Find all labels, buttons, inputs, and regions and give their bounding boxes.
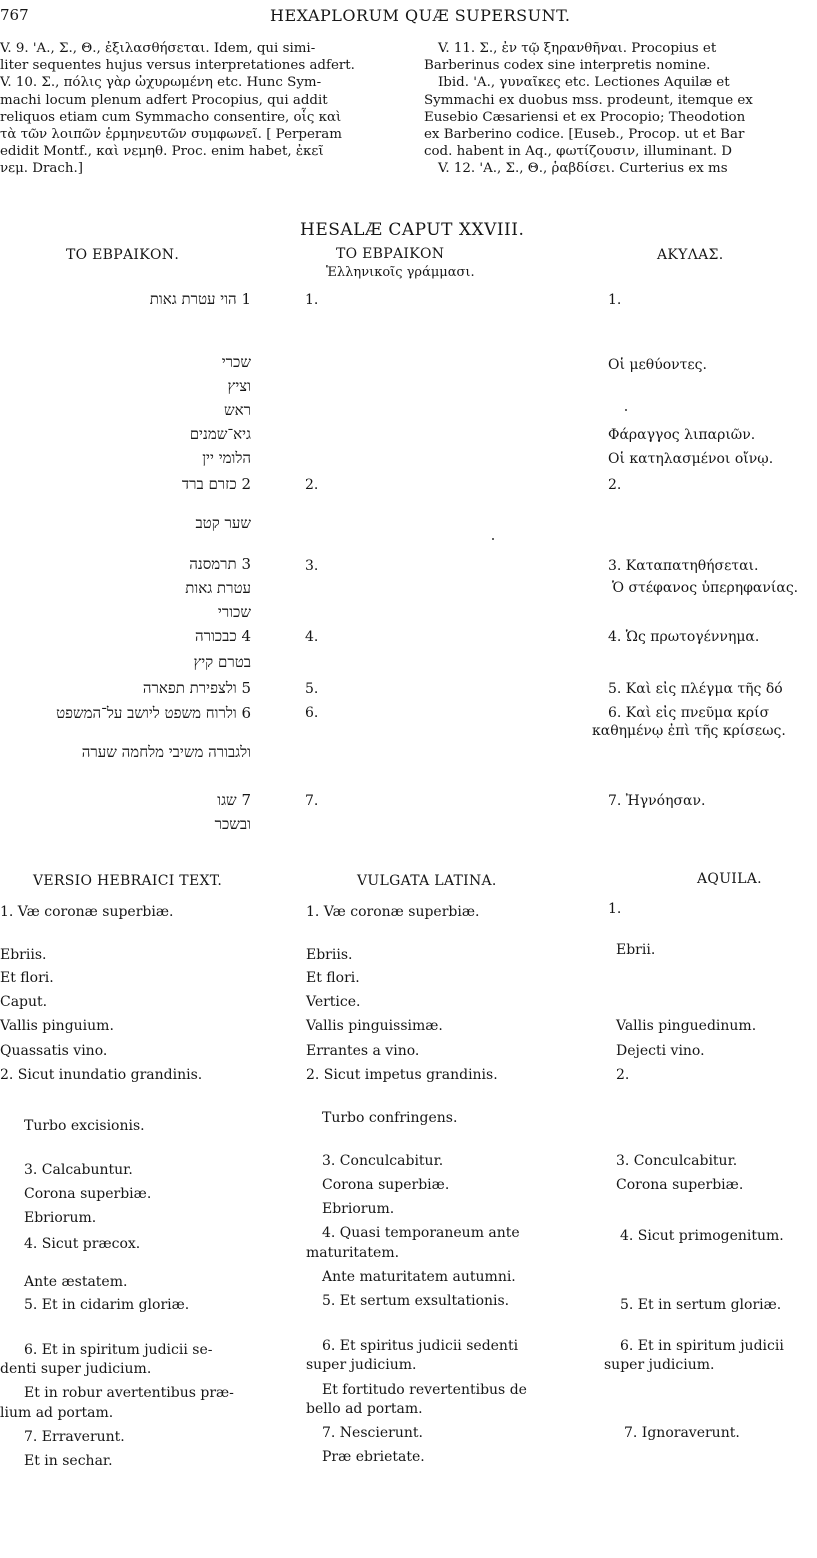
aquila-greek-line: 5. Καὶ εἰς πλέγμα τῆς δό	[608, 681, 783, 697]
aquila-greek-line: καθημένῳ ἐπὶ τῆς κρίσεως.	[592, 723, 786, 739]
vulgata-line: Et fortitudo revertentibus de	[322, 1382, 527, 1398]
translit-number: 5.	[305, 681, 319, 697]
translit-number: 4.	[305, 629, 319, 645]
header-vulgata: VULGATA LATINA.	[357, 873, 497, 889]
hebrew-line: ולגבורה משיבי מלחמה שערה	[81, 743, 251, 761]
versio-line: Vallis pinguium.	[0, 1018, 114, 1034]
hebrew-line: בטרם קיץ	[193, 653, 251, 671]
aquila-greek-line: 1.	[608, 292, 622, 308]
aquila-greek-line: 6. Καὶ εἰς πνεῦμα κρίσ	[608, 705, 770, 721]
hebrew-line: 6 ולרוח משפט ליושב על־המשפט	[56, 704, 251, 722]
versio-line: Et in robur avertentibus præ-	[24, 1385, 234, 1401]
aquila-latin-line: 4. Sicut primogenitum.	[620, 1228, 784, 1244]
hebrew-line: שכורי	[217, 603, 251, 621]
hebrew-line: 1 הוי עטרת גאות	[149, 290, 251, 308]
hebrew-line: 2 כזרם ברד	[181, 475, 251, 493]
vulgata-line: 1. Væ coronæ superbiæ.	[306, 904, 480, 920]
note-line: cod. habent in Aq., φωτίζουσιν, illuminant. D	[424, 144, 732, 160]
notes-right-column	[424, 40, 817, 178]
note-line: V. 10. Σ., πόλις γὰρ ὠχυρωμένη etc. Hunc Sym-	[0, 75, 322, 91]
translit-number: 1.	[305, 292, 319, 308]
aquila-latin-line: 7. Ignoraverunt.	[624, 1425, 740, 1441]
versio-line: Ebriis.	[0, 947, 47, 963]
versio-line: lium ad portam.	[0, 1405, 114, 1421]
versio-line: Turbo excisionis.	[24, 1118, 145, 1134]
versio-line: 7. Erraverunt.	[24, 1429, 125, 1445]
hebrew-line: שער קטב	[195, 514, 251, 532]
translit-number: 6.	[305, 705, 319, 721]
running-title: HEXAPLORUM QUÆ SUPERSUNT.	[270, 6, 571, 25]
aquila-latin-line: 6. Et in spiritum judicii	[620, 1338, 784, 1354]
hebrew-line: הלומי יין	[202, 449, 251, 467]
note-line: Eusebio Cæsariensi et ex Procopio; Theodotion	[424, 109, 746, 125]
vulgata-line: bello ad portam.	[306, 1401, 423, 1417]
hebrew-line: שכרי	[221, 353, 251, 371]
note-line: V. 11. Σ., ἐν τῷ ξηρανθῆναι. Procopius et	[438, 41, 717, 56]
vulgata-line: Turbo confringens.	[322, 1110, 458, 1126]
aquila-latin-line: Corona superbiæ.	[616, 1177, 744, 1193]
translit-number: 7.	[305, 793, 319, 809]
versio-line: Corona superbiæ.	[24, 1186, 152, 1202]
note-line: ex Barberino codice. [Euseb., Procop. ut et Bar	[424, 127, 745, 143]
aquila-greek-line: 3. Καταπατηθήσεται.	[608, 558, 759, 574]
header-translit-sub: Ἑλληνικοῖς γράμμασι.	[326, 265, 475, 280]
aquila-latin-line: 2.	[616, 1067, 630, 1083]
translit-number: 2.	[305, 477, 319, 493]
versio-line: 3. Calcabuntur.	[24, 1162, 133, 1178]
vulgata-line: Et flori.	[306, 970, 360, 986]
aquila-latin-line: 5. Et in sertum gloriæ.	[620, 1297, 782, 1313]
vulgata-line: Præ ebrietate.	[322, 1449, 425, 1465]
aquila-greek-line: 7. Ἠγνόησαν.	[608, 793, 706, 809]
vulgata-line: 3. Conculcabitur.	[322, 1153, 444, 1169]
aquila-latin-line: super judicium.	[604, 1357, 715, 1373]
note-line: Symmachi ex duobus mss. prodeunt, itemque ex	[424, 92, 753, 108]
vulgata-line: 7. Nescierunt.	[322, 1425, 423, 1441]
vulgata-line: Ebriis.	[306, 947, 353, 963]
versio-line: Caput.	[0, 994, 48, 1010]
versio-line: 5. Et in cidarim gloriæ.	[24, 1297, 190, 1313]
versio-line: 2. Sicut inundatio grandinis.	[0, 1067, 203, 1083]
hebrew-line: ראש	[224, 401, 251, 419]
page-number: 767	[0, 6, 29, 24]
note-line: Barberinus codex sine interpretis nomine.	[424, 58, 711, 74]
aquila-latin-line: 1.	[608, 901, 622, 917]
versio-line: 1. Væ coronæ superbiæ.	[0, 904, 174, 920]
aquila-latin-line: Ebrii.	[616, 942, 656, 958]
aquila-greek-line: Οἱ μεθύοντες.	[608, 357, 707, 373]
vulgata-line: Ebriorum.	[322, 1201, 395, 1217]
versio-line: denti super judicium.	[0, 1361, 152, 1377]
vulgata-line: super judicium.	[306, 1357, 417, 1373]
aquila-greek-line: Ὁ στέφανος ὑπερηφανίας.	[612, 580, 799, 596]
hebrew-line: ובשכר	[214, 815, 251, 833]
versio-line: 6. Et in spiritum judicii se-	[24, 1342, 213, 1358]
aquila-greek-line: Οἱ κατηλασμένοι οἴνῳ.	[608, 451, 774, 467]
vulgata-line: 5. Et sertum exsultationis.	[322, 1293, 510, 1309]
note-line: machi locum plenum adfert Procopius, qui addit	[0, 92, 328, 108]
vulgata-line: maturitatem.	[306, 1245, 400, 1261]
aquila-greek-line: 2.	[608, 477, 622, 493]
vulgata-line: Corona superbiæ.	[322, 1177, 450, 1193]
note-line: νεμ. Drach.]	[0, 161, 84, 177]
note-line: edidit Montf., καὶ νεμηθ. Proc. enim habet, ἐκεῖ	[0, 144, 324, 160]
note-line: Ibid. 'Α., γυναῖκες etc. Lectiones Aquilæ et	[438, 75, 730, 91]
vulgata-line: Vallis pinguissimæ.	[306, 1018, 443, 1034]
vulgata-line: Ante maturitatem autumni.	[322, 1269, 516, 1285]
aquila-latin-line: Dejecti vino.	[616, 1043, 705, 1059]
versio-line: Ante æstatem.	[24, 1274, 128, 1290]
note-line: V. 12. 'Α., Σ., Θ., ῥαβδίσει. Curterius ex ms	[438, 161, 728, 177]
chapter-title: HESALÆ CAPUT XXVIII.	[300, 220, 525, 240]
aquila-latin-line: Vallis pinguedinum.	[616, 1018, 757, 1034]
hebrew-line: 5 ולצפירת תפארה	[142, 679, 251, 697]
header-aquila-greek: ΑΚΥΛΑΣ.	[657, 247, 724, 263]
vulgata-line: Errantes a vino.	[306, 1043, 420, 1059]
note-line: reliquos etiam cum Symmacho consentire, οἷς καὶ	[0, 109, 342, 125]
aquila-greek-line: Φάραγγος λιπαριῶν.	[608, 427, 756, 443]
header-translit: ΤΟ ΕΒΡΑΙΚΟΝ	[336, 246, 445, 262]
stray-mark	[625, 409, 627, 411]
vulgata-line: 4. Quasi temporaneum ante	[322, 1225, 520, 1241]
header-versio: VERSIO HEBRAICI TEXT.	[33, 873, 223, 889]
note-line: V. 9. 'Α., Σ., Θ., ἐξιλασθήσεται. Idem, qui simi-	[0, 41, 316, 56]
stray-mark	[492, 538, 494, 540]
hebrew-line: גיא־שמנים	[189, 425, 251, 443]
note-line: τὰ τῶν λοιπῶν ἑρμηνευτῶν συμφωνεῖ. [ Perperam	[0, 127, 342, 143]
versio-line: Et in sechar.	[24, 1453, 113, 1469]
vulgata-line: Vertice.	[306, 994, 361, 1010]
note-line: liter sequentes hujus versus interpretationes adfert.	[0, 58, 355, 74]
aquila-latin-line: 3. Conculcabitur.	[616, 1153, 738, 1169]
translit-number: 3.	[305, 558, 319, 574]
aquila-greek-line: 4. Ὡς πρωτογέννημα.	[608, 629, 760, 645]
hebrew-line: 3 תרמסנה	[189, 555, 251, 573]
hebrew-line: וציץ	[227, 377, 251, 395]
header-hebrew: ΤΟ ΕΒΡΑΙΚΟΝ.	[66, 247, 180, 263]
hebrew-line: 4 כבכורה	[194, 627, 251, 645]
vulgata-line: 6. Et spiritus judicii sedenti	[322, 1338, 519, 1354]
hebrew-line: עטרת גאות	[185, 579, 251, 597]
versio-line: Ebriorum.	[24, 1210, 97, 1226]
hebrew-line: 7 שגו	[217, 791, 251, 809]
versio-line: Quassatis vino.	[0, 1043, 108, 1059]
notes-left-column	[0, 40, 412, 178]
vulgata-line: 2. Sicut impetus grandinis.	[306, 1067, 498, 1083]
versio-line: Et flori.	[0, 970, 54, 986]
versio-line: 4. Sicut præcox.	[24, 1236, 141, 1252]
header-aquila-latin: AQUILA.	[697, 871, 762, 887]
